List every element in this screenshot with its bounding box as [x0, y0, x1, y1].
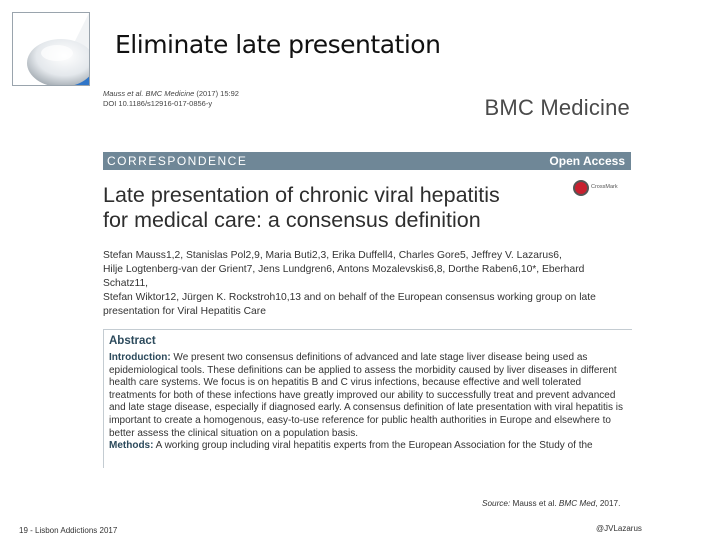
abstract-box	[103, 329, 632, 468]
author-line: Hilje Logtenberg-van der Grient7, Jens Lundgren6, Antons Mozalevskis6,8, Dorthe Raben6,10*, Eberhard Schatz11,	[103, 264, 585, 289]
author-list	[103, 249, 623, 319]
crossmark-badge	[573, 179, 617, 201]
section-bar	[103, 152, 631, 170]
slide-footer-handle: @JVLazarus	[596, 524, 642, 533]
source-note	[482, 499, 620, 508]
methods-label: Methods:	[109, 440, 154, 452]
source-label: Source:	[482, 499, 513, 508]
source-year: , 2017.	[595, 499, 621, 508]
author-line: Stefan Wiktor12, Jürgen K. Rockstroh10,13 and on behalf of the European consensus working group on late	[103, 292, 596, 303]
introduction-label: Introduction:	[109, 352, 171, 363]
journal-logo: BMC Medicine	[484, 95, 630, 120]
citation-year-volume: (2017) 15:92	[196, 89, 239, 98]
crossmark-icon	[573, 180, 589, 196]
slide-title: Eliminate late presentation	[115, 30, 441, 59]
citation-authors: Mauss et al.	[103, 89, 144, 98]
paper-title-line: for medical care: a consensus definition	[103, 208, 481, 232]
citation-journal: BMC Medicine	[145, 89, 195, 98]
paper-citation	[103, 89, 239, 109]
methods-text: A working group including viral hepatitis experts from the European Association for the Study of the	[153, 440, 593, 452]
author-line: presentation for Viral Hepatitis Care	[103, 306, 266, 317]
introduction-text: We present two consensus definitions of advanced and late stage liver disease being used as epidemiological tools. These definitions can be applied to assess the morbidity caused by liver diseases in different health care systems. We focus is on hepatitis B and C virus infections, because effective and well tolerated treatments for both of these infections have greatly improved our ability to successfully treat and prevent advanced and late stage disease, especially if diagnosed early. A consensus definition of late presentation with viral hepatitis is important to create a homogenous, easy-to-use reference for public health authorities in Europe and elsewhere to better assess the clinical situation on a population basis.	[109, 352, 624, 439]
section-label: CORRESPONDENCE	[107, 154, 248, 168]
abstract-heading: Abstract	[109, 335, 156, 347]
abstract-text	[109, 352, 627, 453]
open-access-label: Open Access	[549, 154, 625, 168]
sphere-logo-icon	[12, 12, 90, 86]
paper-screenshot	[97, 86, 634, 468]
source-authors: Mauss et al.	[512, 499, 557, 508]
author-line: Stefan Mauss1,2, Stanislas Pol2,9, Maria Buti2,3, Erika Duffell4, Charles Gore5, Jeffrey V. Lazarus6,	[103, 250, 562, 261]
crossmark-label: CrossMark	[591, 184, 618, 190]
paper-title	[103, 183, 553, 233]
paper-doi: DOI 10.1186/s12916-017-0856-y	[103, 99, 213, 108]
paper-title-line: Late presentation of chronic viral hepatitis	[103, 183, 500, 207]
slide-footer-left: 19 - Lisbon Addictions 2017	[19, 526, 118, 535]
source-journal: BMC Med	[558, 499, 596, 508]
